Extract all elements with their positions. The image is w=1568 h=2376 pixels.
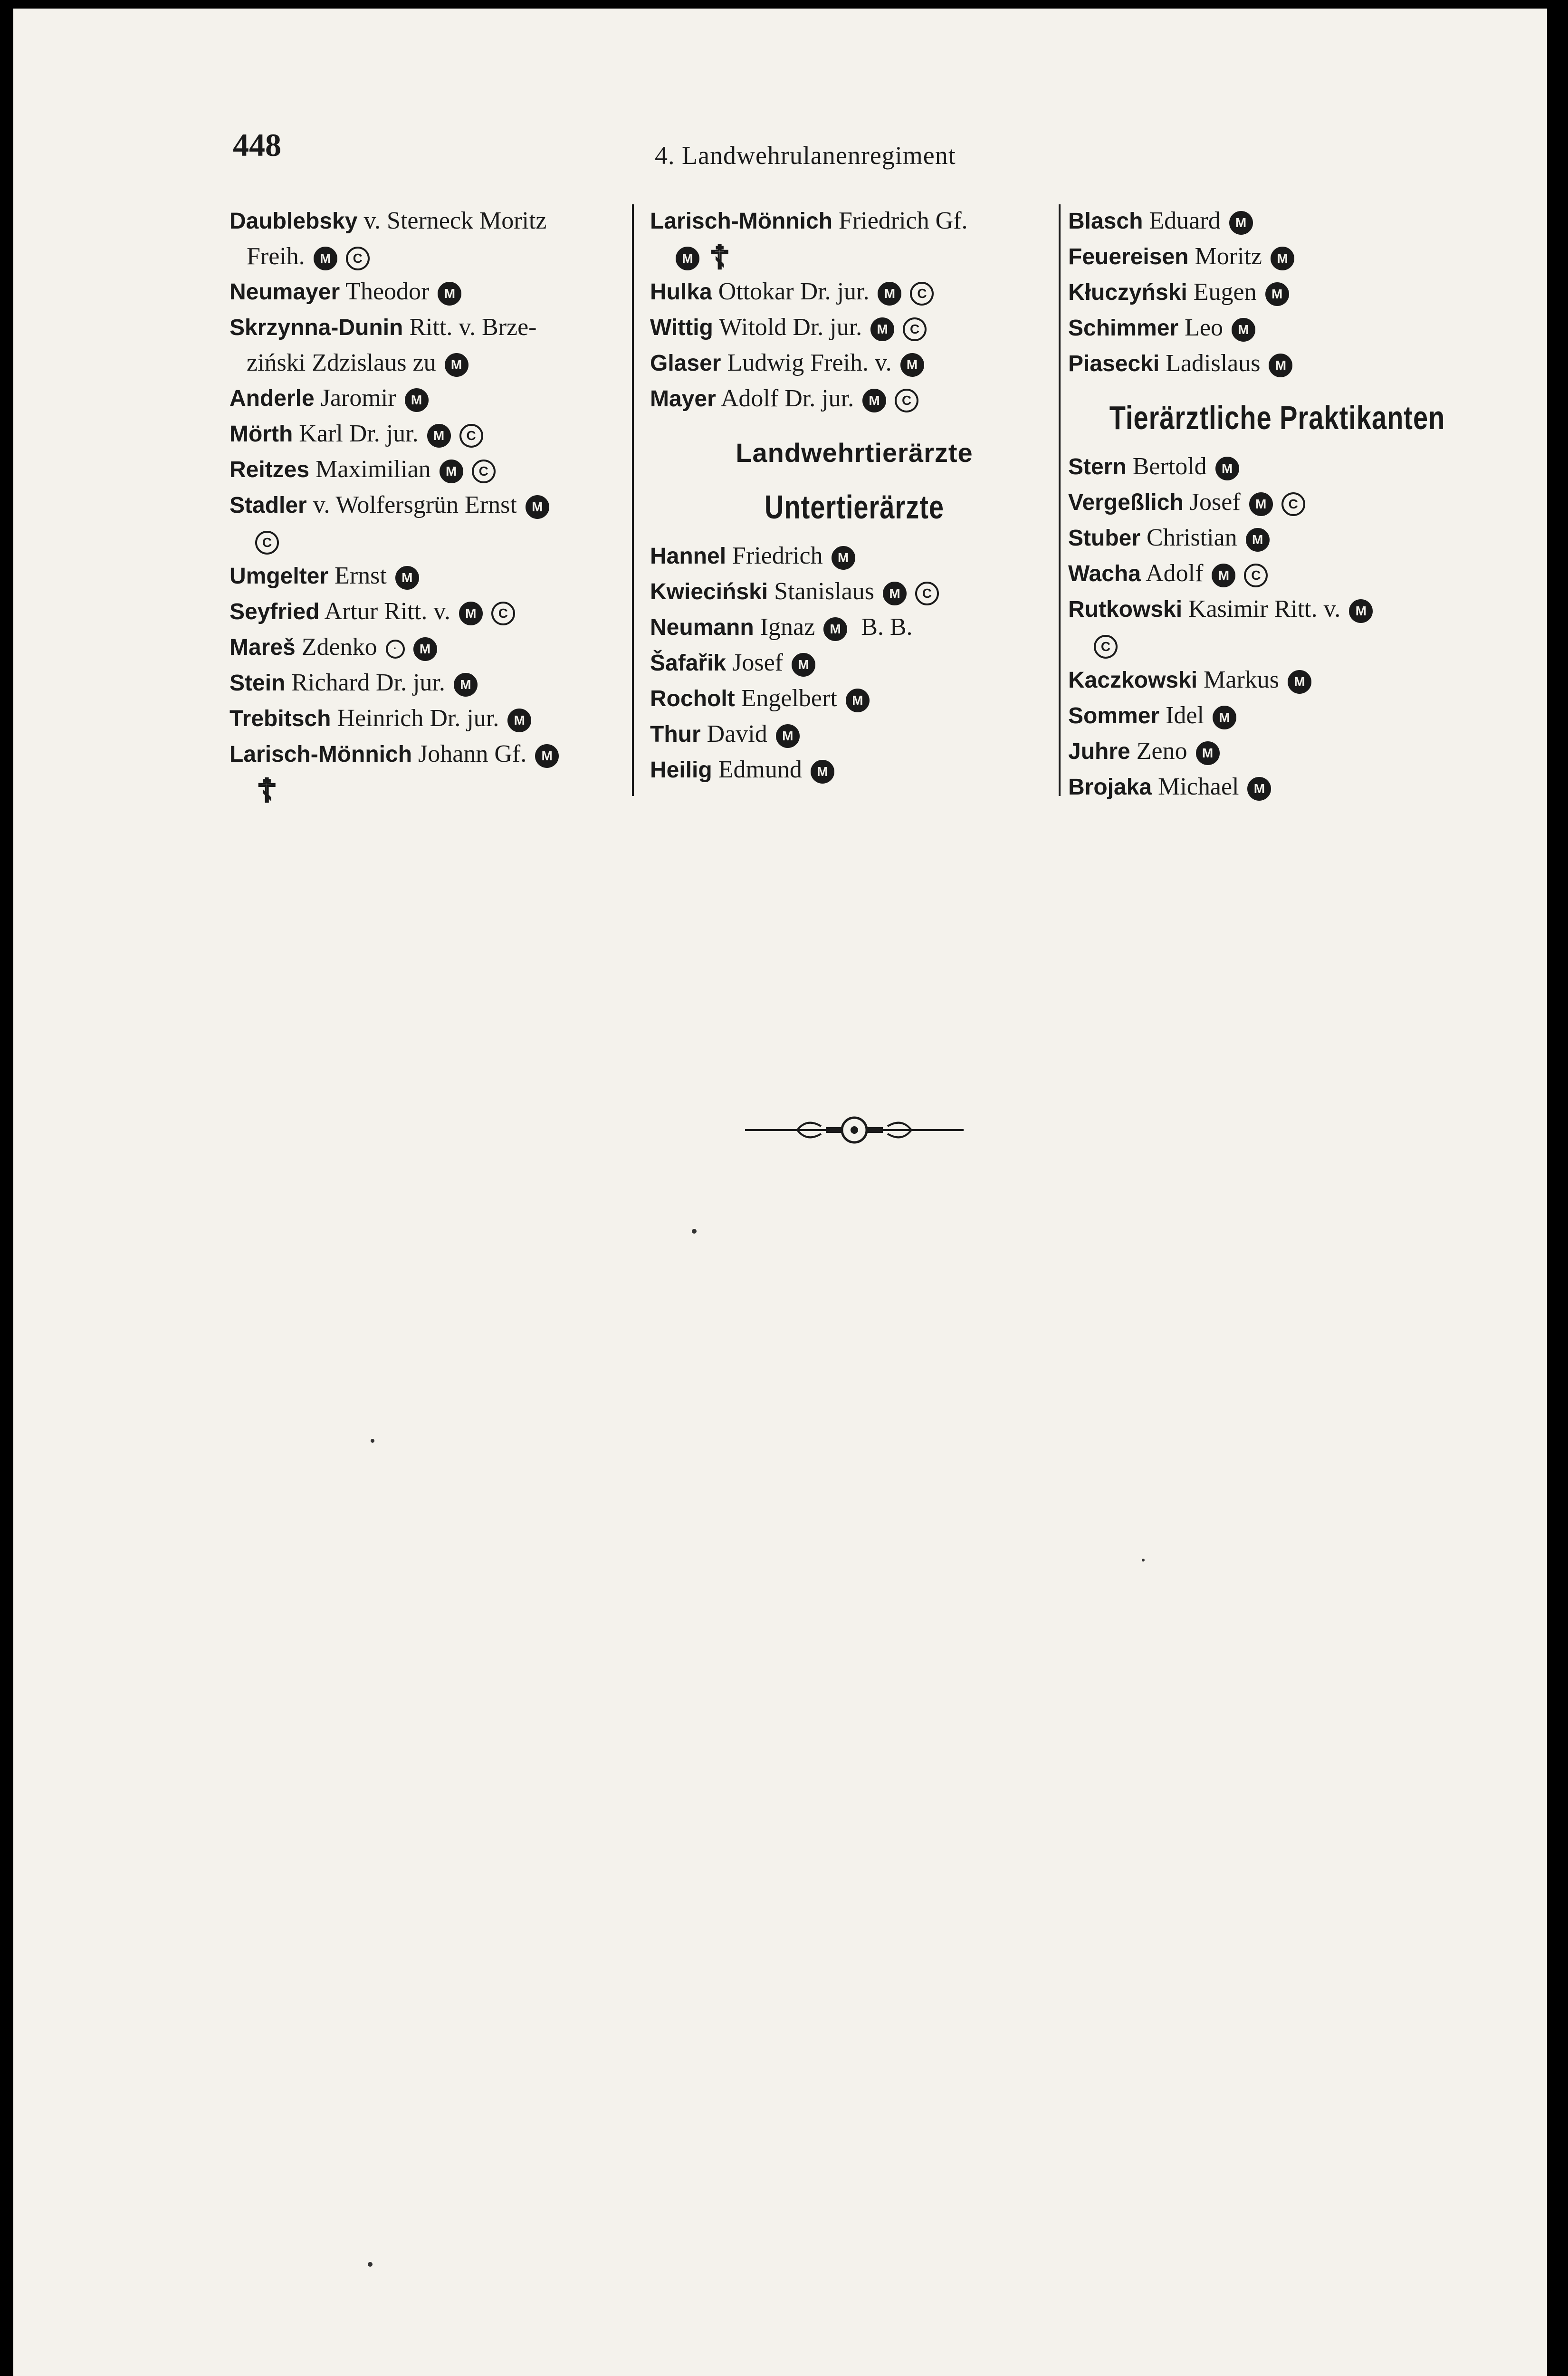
surname: Rutkowski — [1068, 597, 1183, 622]
surname: Stuber — [1068, 526, 1141, 551]
list-item — [650, 681, 1059, 717]
c-mark-icon: C — [472, 460, 496, 483]
given-names: Edmund — [712, 756, 802, 783]
surname: Kłuczyński — [1068, 280, 1187, 305]
m-mark-icon: M — [1196, 741, 1220, 765]
cross-icon: ☦ — [256, 773, 278, 810]
section-heading-untertieraerzte: Untertierärzte — [764, 488, 945, 526]
section-heading-praktikanten: Tierärztliche Praktikanten — [1109, 399, 1445, 436]
m-mark-icon: M — [507, 709, 531, 732]
entry-suffix: B. B. — [855, 613, 913, 641]
m-mark-icon: M — [1247, 777, 1271, 801]
list-item — [229, 558, 629, 594]
surname: Heilig — [650, 757, 712, 783]
given-names: Artur Ritt. v. — [319, 598, 450, 625]
entry-continuation — [229, 239, 629, 274]
list-item — [1068, 769, 1486, 805]
surname: Seyfried — [229, 599, 320, 624]
given-names: Markus — [1197, 666, 1280, 693]
given-names: Richard Dr. jur. — [285, 669, 445, 696]
m-mark-icon: M — [776, 724, 800, 748]
m-mark-icon: M — [878, 282, 901, 306]
list-item — [1068, 520, 1486, 556]
c-mark-icon: C — [1281, 492, 1305, 516]
given-names: Zdenko — [295, 633, 377, 661]
m-mark-icon: M — [1265, 282, 1289, 306]
column-divider — [1059, 204, 1061, 796]
scan-speck — [371, 1439, 374, 1443]
given-names: Ottokar Dr. jur. — [712, 278, 870, 305]
m-mark-icon: M — [832, 546, 855, 570]
c-mark-icon: C — [459, 424, 483, 448]
list-item — [1068, 485, 1486, 520]
surname: Wacha — [1068, 561, 1141, 586]
m-mark-icon: M — [1349, 599, 1373, 623]
page-number: 448 — [233, 127, 281, 163]
list-item — [1068, 239, 1486, 275]
list-item — [1068, 310, 1486, 346]
entry-continuation — [1068, 627, 1486, 662]
column-1 — [229, 203, 629, 810]
given-names: David — [700, 720, 767, 747]
m-mark-icon: M — [395, 566, 419, 590]
m-mark-icon: M — [823, 617, 847, 641]
m-mark-icon: M — [1288, 670, 1311, 694]
m-mark-icon: M — [438, 282, 461, 306]
m-mark-icon: M — [1232, 318, 1255, 342]
entry-continuation — [229, 523, 629, 558]
given-names: Ignaz — [754, 613, 815, 641]
m-mark-icon: M — [1212, 564, 1235, 587]
list-item — [650, 381, 1059, 417]
c-mark-icon: C — [255, 531, 279, 555]
m-mark-icon: M — [459, 602, 483, 625]
list-item — [229, 488, 629, 558]
list-item — [229, 452, 629, 488]
surname: Mörth — [229, 422, 293, 447]
list-item — [229, 737, 629, 810]
list-item — [1068, 592, 1486, 662]
given-names: Josef — [1183, 489, 1241, 516]
section-heading-landwehrtieraerzte: Landwehrtierärzte — [736, 438, 973, 468]
list-item — [229, 594, 629, 630]
m-mark-icon: M — [1269, 354, 1292, 377]
given-names: Eugen — [1187, 278, 1257, 306]
c-mark-icon: C — [910, 282, 934, 306]
m-mark-icon: M — [1229, 211, 1253, 235]
given-names: Kasimir Ritt. v. — [1182, 595, 1341, 623]
scan-speck — [1142, 1559, 1145, 1562]
surname: Umgelter — [229, 564, 329, 589]
surname: Neumayer — [229, 279, 340, 305]
m-mark-icon: M — [445, 353, 468, 377]
surname: Hannel — [650, 544, 727, 569]
entry-continuation — [229, 345, 629, 381]
given-names: Zeno — [1130, 738, 1187, 765]
entry-continuation — [650, 239, 1059, 277]
list-item — [1068, 275, 1486, 310]
list-item — [650, 645, 1059, 681]
surname: Skrzynna-Dunin — [229, 315, 403, 340]
m-mark-icon: M — [526, 495, 549, 519]
surname: Juhre — [1068, 739, 1130, 764]
list-item — [650, 574, 1059, 610]
surname: Stern — [1068, 454, 1127, 479]
surname: Neumann — [650, 615, 754, 640]
c-mark-icon: C — [915, 582, 939, 605]
c-mark-icon: C — [1094, 635, 1118, 659]
surname: Brojaka — [1068, 775, 1152, 800]
surname: Stadler — [229, 493, 307, 518]
cross-icon: ☦ — [709, 240, 731, 277]
column-divider — [632, 204, 634, 796]
given-names: Engelbert — [735, 685, 837, 712]
m-mark-icon: M — [792, 653, 815, 677]
list-item — [229, 274, 629, 310]
list-item — [650, 752, 1059, 788]
surname: Reitzes — [229, 457, 310, 482]
surname: Glaser — [650, 351, 721, 376]
dot-mark-icon: · — [386, 640, 405, 659]
given-names: Leo — [1178, 314, 1223, 341]
surname: Larisch-Mönnich — [229, 742, 412, 767]
given-names: Karl Dr. jur. — [293, 420, 419, 447]
given-names: Michael — [1152, 773, 1239, 800]
list-item — [1068, 346, 1486, 382]
given-names: Bertold — [1126, 453, 1207, 480]
given-names: Eduard — [1143, 207, 1221, 234]
given-names: Stanislaus — [768, 578, 875, 605]
column-3-entries-bottom — [1068, 449, 1486, 805]
surname: Vergeßlich — [1068, 490, 1184, 515]
m-mark-icon: M — [413, 637, 437, 661]
given-names: Ladislaus — [1159, 350, 1261, 377]
m-mark-icon: M — [1249, 492, 1273, 516]
continuation-text: Freih. — [247, 243, 305, 270]
m-mark-icon: M — [535, 744, 559, 768]
m-mark-icon: M — [883, 582, 907, 605]
given-names: Ernst — [328, 562, 387, 589]
c-mark-icon: C — [903, 317, 927, 341]
list-item — [650, 717, 1059, 752]
surname: Trebitsch — [229, 706, 331, 731]
c-mark-icon: C — [491, 602, 515, 625]
column-2-entries-bottom — [650, 538, 1059, 788]
column-3-entries-top — [1068, 203, 1486, 382]
c-mark-icon: C — [346, 247, 370, 270]
surname: Piasecki — [1068, 351, 1160, 376]
column-2 — [650, 203, 1059, 788]
surname: Mayer — [650, 386, 716, 412]
given-names: Johann Gf. — [412, 740, 527, 767]
given-names: Heinrich Dr. jur. — [331, 705, 499, 732]
list-item — [229, 381, 629, 416]
given-names: v. Wolfersgrün Ernst — [306, 491, 517, 518]
m-mark-icon: M — [846, 689, 870, 712]
list-item — [650, 538, 1059, 574]
c-mark-icon: C — [895, 389, 918, 412]
list-item — [229, 310, 629, 381]
ornament-divider — [745, 1111, 964, 1149]
given-names: Adolf Dr. jur. — [716, 385, 854, 412]
surname: Thur — [650, 722, 701, 747]
surname: Stein — [229, 671, 286, 696]
given-names: Theodor — [340, 278, 430, 305]
given-names: Moritz — [1188, 243, 1262, 270]
m-mark-icon: M — [900, 353, 924, 377]
m-mark-icon: M — [427, 424, 451, 448]
given-names: Witold Dr. jur. — [713, 314, 862, 341]
scan-speck — [692, 1229, 697, 1234]
surname: Rocholt — [650, 686, 735, 711]
list-item — [229, 416, 629, 452]
surname: Šafařik — [650, 651, 727, 676]
c-mark-icon: C — [1244, 564, 1268, 587]
m-mark-icon: M — [314, 247, 337, 270]
page-title: 4. Landwehrulanenregiment — [655, 141, 956, 170]
scanned-page — [13, 9, 1547, 2376]
surname: Wittig — [650, 315, 713, 340]
surname: Anderle — [229, 386, 315, 411]
list-item — [650, 203, 1059, 277]
continuation-text: ziński Zdzislaus zu — [247, 349, 436, 376]
list-item — [229, 665, 629, 701]
column-2-entries-top — [650, 203, 1059, 417]
list-item — [1068, 556, 1486, 592]
m-mark-icon: M — [405, 388, 429, 412]
m-mark-icon: M — [1215, 457, 1239, 480]
list-item — [229, 701, 629, 737]
surname: Kwieciński — [650, 579, 768, 604]
list-item — [1068, 698, 1486, 734]
given-names: Friedrich — [726, 542, 823, 569]
entry-continuation — [229, 772, 629, 810]
given-names: Adolf — [1140, 560, 1204, 587]
m-mark-icon: M — [870, 317, 894, 341]
list-item — [650, 310, 1059, 345]
surname: Kaczkowski — [1068, 668, 1198, 693]
given-names: Christian — [1140, 524, 1237, 551]
list-item — [650, 274, 1059, 310]
m-mark-icon: M — [1246, 528, 1270, 552]
list-item — [229, 203, 629, 274]
given-names: v. Sterneck Moritz — [357, 207, 547, 234]
m-mark-icon: M — [862, 389, 886, 412]
surname: Larisch-Mönnich — [650, 209, 833, 234]
column-3 — [1068, 203, 1486, 805]
list-item — [650, 345, 1059, 381]
list-item — [229, 630, 629, 665]
given-names: Maximilian — [309, 456, 431, 483]
surname: Mareš — [229, 635, 296, 660]
given-names: Ritt. v. Brze- — [403, 314, 537, 341]
list-item — [1068, 662, 1486, 698]
surname: Sommer — [1068, 703, 1160, 728]
m-mark-icon: M — [1213, 706, 1236, 729]
m-mark-icon: M — [811, 760, 834, 784]
m-mark-icon: M — [676, 247, 699, 270]
given-names: Ludwig Freih. v. — [721, 349, 892, 376]
surname: Daublebsky — [229, 209, 358, 234]
list-item — [1068, 734, 1486, 769]
surname: Feuereisen — [1068, 244, 1189, 269]
m-mark-icon: M — [440, 460, 463, 483]
list-item — [1068, 449, 1486, 485]
surname: Schimmer — [1068, 316, 1179, 341]
surname: Hulka — [650, 279, 712, 305]
scan-speck — [368, 2262, 373, 2267]
given-names: Jaromir — [314, 384, 396, 412]
given-names: Friedrich Gf. — [832, 207, 968, 234]
m-mark-icon: M — [454, 673, 478, 697]
list-item — [650, 610, 1059, 645]
m-mark-icon: M — [1271, 247, 1294, 270]
given-names: Josef — [726, 649, 783, 676]
surname: Blasch — [1068, 209, 1143, 234]
given-names: Idel — [1159, 702, 1204, 729]
list-item — [1068, 203, 1486, 239]
